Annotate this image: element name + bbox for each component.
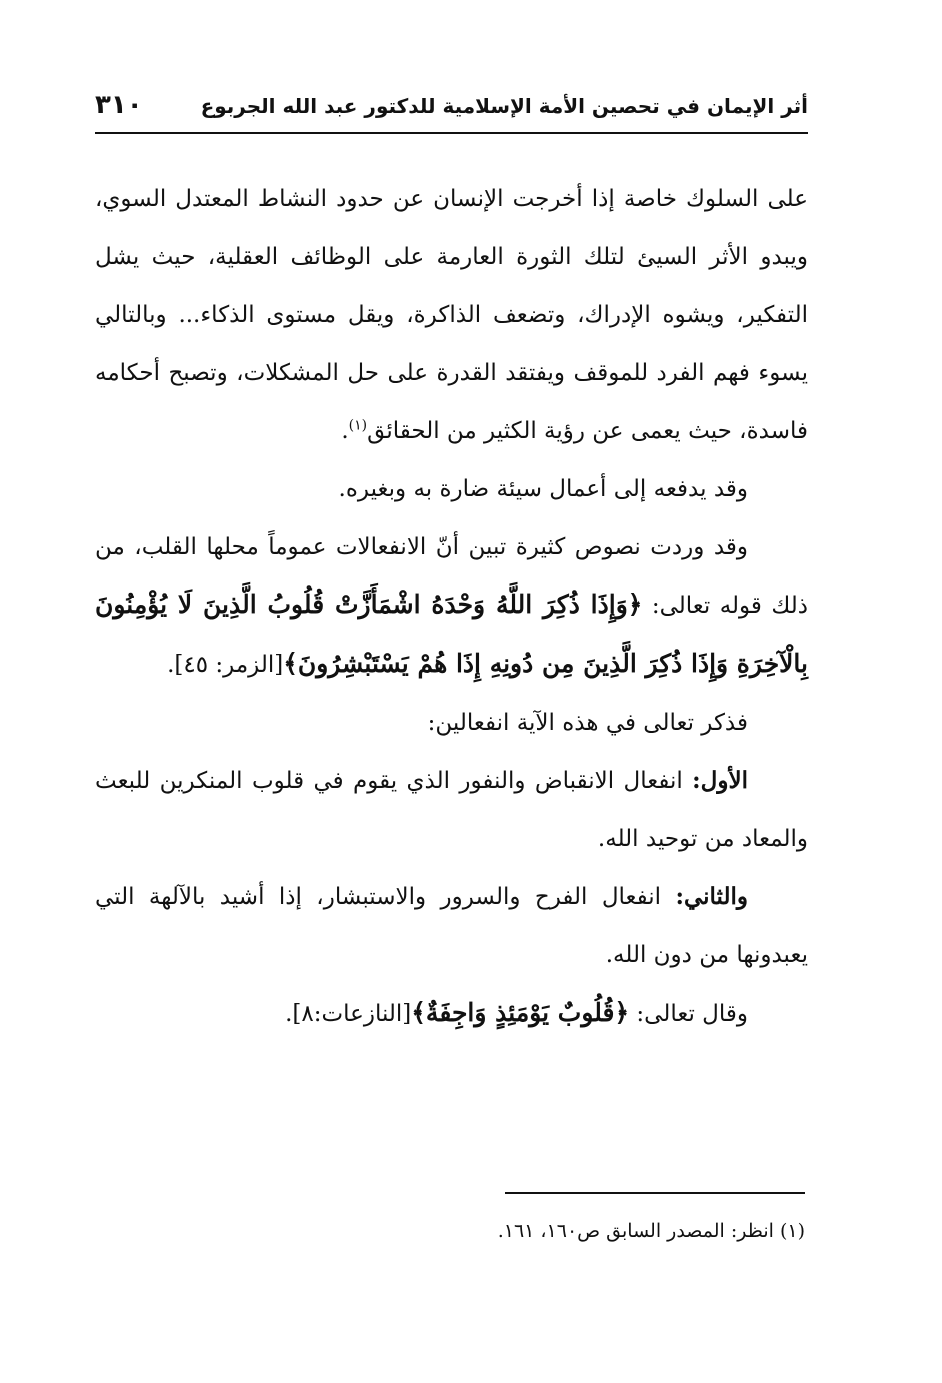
page-number: ٣١٠ [95,90,143,120]
footnote-ref[interactable]: (١) [348,417,368,434]
running-title: أثر الإيمان في تحصين الأمة الإسلامية للدكتور عبد الله الجربوع [200,94,808,118]
footnote-divider [505,1192,805,1194]
quran-verse-naziat: ﴿قُلُوبٌ يَوْمَئِذٍ وَاجِفَةٌ﴾ [411,998,630,1027]
main-text [95,170,808,1043]
paragraph-5-text: انفعال الانقباض والنفور الذي يقوم في قلوب المنكرين للبعث والمعاد من توحيد الله. [95,768,808,852]
paragraph-1-end: . [341,418,349,444]
page-header [95,88,808,134]
paragraph-5 [95,752,808,868]
paragraph-6-label: والثاني: [675,883,748,910]
paragraph-3 [95,518,808,694]
paragraph-6 [95,868,808,984]
paragraph-2: وقد يدفعه إلى أعمال سيئة ضارة به وبغيره. [338,476,748,502]
paragraph-5-label: الأول: [692,767,748,794]
quran-verse-zumar: ﴿وَإِذَا ذُكِرَ اللَّهُ وَحْدَهُ اشْمَأَزَّتْ قُلُوبُ الَّذِينَ لَا يُؤْمِنُونَ بِالْآخِرَةِ وَإِذَا ذُكِرَ الَّذِينَ مِن دُونِهِ إِذَا هُمْ يَسْتَبْشِرُونَ﴾ [95,590,808,678]
paragraph-1 [95,170,808,460]
verse-ref-naziat: [النازعات:٨]. [285,1001,412,1027]
paragraph-7-text: وقال تعالى: [629,1001,748,1027]
verse-ref-zumar: [الزمر: ٤٥]. [167,652,284,678]
paragraph-6-text: انفعال الفرح والسرور والاستبشار، إذا أشيد بالآلهة التي يعبدونها من دون الله. [95,884,808,968]
footnote: (١) انظر: المصدر السابق ص١٦٠، ١٦١. [497,1220,805,1242]
paragraph-7 [95,984,808,1043]
paragraph-3-text: وقد وردت نصوص كثيرة تبين أنّ الانفعالات عموماً محلها القلب، من ذلك قوله تعالى: [95,534,808,619]
paragraph-1-text: على السلوك خاصة إذا أخرجت الإنسان عن حدود النشاط المعتدل السوي، ويبدو الأثر السيئ لتلك الثورة العارمة على الوظائف العقلية، حيث يشل التفكير، ويشوه الإدراك، وتضعف الذاكرة، ويقل مستوى الذكاء... وبالتالي يسوء فهم الفرد للموقف ويفتقد القدرة على حل المشكلات، وتصبح أحكامه فاسدة، حيث يعمى عن رؤية الكثير من الحقائق [95,186,808,444]
paragraph-4: فذكر تعالى في هذه الآية انفعالين: [427,710,748,736]
